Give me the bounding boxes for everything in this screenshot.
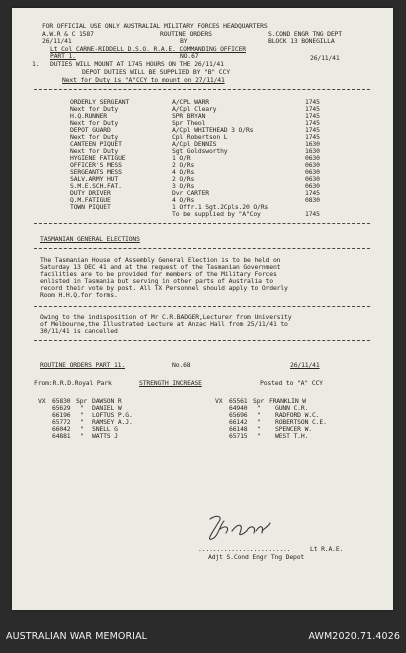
part2-heading: ROUTINE ORDERS PART 11. xyxy=(40,361,126,369)
roster-person: 1 Offr.1 Sgt.2Cpls.20 O/Rs xyxy=(172,203,269,211)
order-number: NO.67 xyxy=(180,52,199,60)
duties-line-3: Next for Duty is "A"CCY to mount on 27/11/41 xyxy=(62,76,225,84)
service-number: 65561 xyxy=(229,397,248,405)
roster-person: 2 O/Rs xyxy=(172,161,195,169)
commanding-officer: Lt Col CARNE-RIDDELL D.S.O. R.A.E. COMMANDING OFFICER xyxy=(50,45,246,53)
roster-duty: Q.M.FATIGUE xyxy=(70,196,111,204)
order-ref: A.W.R & C 1587 xyxy=(42,30,94,38)
divider xyxy=(34,306,370,307)
roster-person: A/CPL WARR xyxy=(172,98,209,106)
soldier-name: WATTS J xyxy=(92,432,118,440)
roster-duty: Next for Duty xyxy=(70,147,119,155)
rank: Spr xyxy=(76,397,88,405)
roster-time: 1745 xyxy=(305,133,320,141)
roster-person: 1 O/R xyxy=(172,154,191,162)
service-number: 65629 xyxy=(52,404,71,412)
roster-person: Cpl Robertson L xyxy=(172,133,228,141)
rank: " xyxy=(257,418,261,426)
service-number: 65772 xyxy=(52,418,71,426)
signature-dots: ......................... xyxy=(198,545,291,553)
roster-person: 4 O/Rs xyxy=(172,168,195,176)
divider xyxy=(34,89,370,90)
catalogue-number: AWM2020.71.4026 xyxy=(308,631,400,642)
header-by: BY xyxy=(180,37,188,45)
rank: " xyxy=(257,404,261,412)
unit-name: S.COND ENGR TNG DEPT xyxy=(268,30,342,38)
roster-duty: ORDERLY SERGEANT xyxy=(70,98,130,106)
soldier-name: GUNN C.R. xyxy=(275,404,309,412)
divider xyxy=(34,223,370,224)
soldier-name: DAWSON R xyxy=(92,397,122,405)
duties-line-1: DUTIES WILL MOUNT AT 1745 HOURS ON THE 26/11/41 xyxy=(50,60,224,68)
election-text: facilities are to be provided for members of the Military Forces xyxy=(40,270,277,278)
roster-duty: SERGEANTS MESS xyxy=(70,168,122,176)
roster-duty: CANTEEN PIQUET xyxy=(70,140,122,148)
rank: " xyxy=(80,404,84,412)
divider xyxy=(34,340,370,341)
lecture-text: of Melbourne,the Illustrated Lecture at Anzac Hall from 25/11/41 to xyxy=(40,320,288,328)
part2-date: 26/11/41 xyxy=(290,361,320,369)
roster-person: Sgt Goldsworthy xyxy=(172,147,228,155)
roster-time: 1745 xyxy=(305,105,320,113)
soldier-name: RAMSEY A.J. xyxy=(92,418,133,426)
signatory-rank: Lt R.A.E. xyxy=(310,545,344,553)
roster-time: 1745 xyxy=(305,112,320,120)
roster-duty: Next for Duty xyxy=(70,105,119,113)
rank: Spr xyxy=(253,397,265,405)
election-text: Saturday 13 DEC 41 and at the request of the Tasmanian Government xyxy=(40,263,281,271)
rank: " xyxy=(257,425,261,433)
handwritten-signature xyxy=(202,511,272,545)
election-text: enlisted in Tasmania but serving in other parts of Australia to xyxy=(40,277,273,285)
posted-to: Posted to "A" CCY xyxy=(260,379,323,387)
roster-person: 2 O/Rs xyxy=(172,175,195,183)
election-text: The Tasmanian House of Assembly General Election is to be held on xyxy=(40,256,281,264)
lecture-text: Owing to the indisposition of Mr C.R.BADGER,Lecturer from University xyxy=(40,313,292,321)
roster-duty: Next for Duty xyxy=(70,133,119,141)
roster-time: 1630 xyxy=(305,140,320,148)
soldier-name: LOFTUS P.G. xyxy=(92,411,133,419)
roster-duty: H.Q.RUNNER xyxy=(70,112,107,120)
service-number: 66148 xyxy=(229,425,248,433)
service-number: 64881 xyxy=(52,432,71,440)
document-page xyxy=(12,8,393,610)
institution-name: AUSTRALIAN WAR MEMORIAL xyxy=(6,631,148,642)
prefix: VX xyxy=(215,397,223,405)
service-number: 65696 xyxy=(229,411,248,419)
prefix: VX xyxy=(38,397,46,405)
unit-location: BLOCK 13 BONEGILLA xyxy=(268,37,335,45)
roster-time: 1745 xyxy=(305,189,320,197)
roster-person: Dvr CARTER xyxy=(172,189,209,197)
roster-person: A/Cpl WHITEHEAD 3 O/Rs xyxy=(172,126,254,134)
signatory-title: Adjt S.Cond Engr Tng Depot xyxy=(208,553,305,561)
roster-time: 0630 xyxy=(305,154,320,162)
rank: " xyxy=(80,418,84,426)
service-number: 64940 xyxy=(229,404,248,412)
roster-person: 3 O/Rs xyxy=(172,182,195,190)
service-number: 65715 xyxy=(229,432,248,440)
service-number: 66196 xyxy=(52,411,71,419)
section-number: 1. xyxy=(32,60,40,68)
roster-time: 1745 xyxy=(305,210,320,218)
part-label: PART 1. xyxy=(50,52,76,60)
roster-time: 0630 xyxy=(305,175,320,183)
part2-number: No.68 xyxy=(172,361,191,369)
rank: " xyxy=(80,432,84,440)
soldier-name: WEST T.H. xyxy=(275,432,309,440)
header-date: 26/11/41 xyxy=(42,37,72,45)
election-text: Room H.H.Q.for forms. xyxy=(40,291,118,299)
roster-duty: OFFICER'S MESS xyxy=(70,161,122,169)
roster-time: 1745 xyxy=(305,126,320,134)
roster-duty: SALV.ARMY HUT xyxy=(70,175,119,183)
soldier-name: FRANKLIN W xyxy=(269,397,306,405)
header-line-1: FOR OFFICIAL USE ONLY AUSTRALIAL MILITARY FORCES HEADQUARTERS xyxy=(42,22,268,30)
roster-person: 4 O/Rs xyxy=(172,196,195,204)
roster-duty: TOWN PIQUET xyxy=(70,203,111,211)
roster-duty: S.M.E.SCH.FAT. xyxy=(70,182,122,190)
roster-person: To be supplied by "A"Coy xyxy=(172,210,261,218)
roster-duty: HYGIENE FATIGUE xyxy=(70,154,126,162)
service-number: 65830 xyxy=(52,397,71,405)
roster-time: 1745 xyxy=(305,98,320,106)
rank: " xyxy=(257,411,261,419)
rank: " xyxy=(257,432,261,440)
order-date: 26/11/41 xyxy=(310,54,340,62)
posting-from: From:R.R.D.Royal Park xyxy=(34,379,112,387)
roster-time: 0630 xyxy=(305,161,320,169)
strength-increase: STRENGTH INCREASE xyxy=(139,379,202,387)
soldier-name: DANIEL W xyxy=(92,404,122,412)
roster-time: 1630 xyxy=(305,147,320,155)
service-number: 66042 xyxy=(52,425,71,433)
roster-time: 0630 xyxy=(305,182,320,190)
roster-person: A/Cpl Cleary xyxy=(172,105,217,113)
roster-time: 1745 xyxy=(305,119,320,127)
roster-duty: Next for Duty xyxy=(70,119,119,127)
divider xyxy=(34,248,370,249)
soldier-name: SNELL G xyxy=(92,425,118,433)
soldier-name: SPENCER W. xyxy=(275,425,312,433)
election-heading: TASMANIAN GENERAL ELECTIONS xyxy=(40,235,140,243)
roster-duty: DEPOT GUARD xyxy=(70,126,111,134)
roster-time: 0830 xyxy=(305,196,320,204)
rank: " xyxy=(80,411,84,419)
footer-bar xyxy=(0,613,406,653)
roster-person: SPR BRYAN xyxy=(172,112,206,120)
routine-orders-title: ROUTINE ORDERS xyxy=(160,30,212,38)
roster-duty: DUTY DRIVER xyxy=(70,189,111,197)
roster-person: A/Cpl DENNIS xyxy=(172,140,217,148)
soldier-name: ROBERTSON C.E. xyxy=(275,418,327,426)
rank: " xyxy=(80,425,84,433)
soldier-name: RADFORD W.C. xyxy=(275,411,320,419)
service-number: 66142 xyxy=(229,418,248,426)
roster-person: Spr Theol xyxy=(172,119,206,127)
duties-line-2: DEPOT DUTIES WILL BE SUPPLIED BY "B" CCY xyxy=(82,68,230,76)
election-text: record their vote by post. All TX Personnel should apply to Orderly xyxy=(40,284,288,292)
lecture-text: 30/11/41 is cancelled xyxy=(40,327,118,335)
roster-time: 0630 xyxy=(305,168,320,176)
